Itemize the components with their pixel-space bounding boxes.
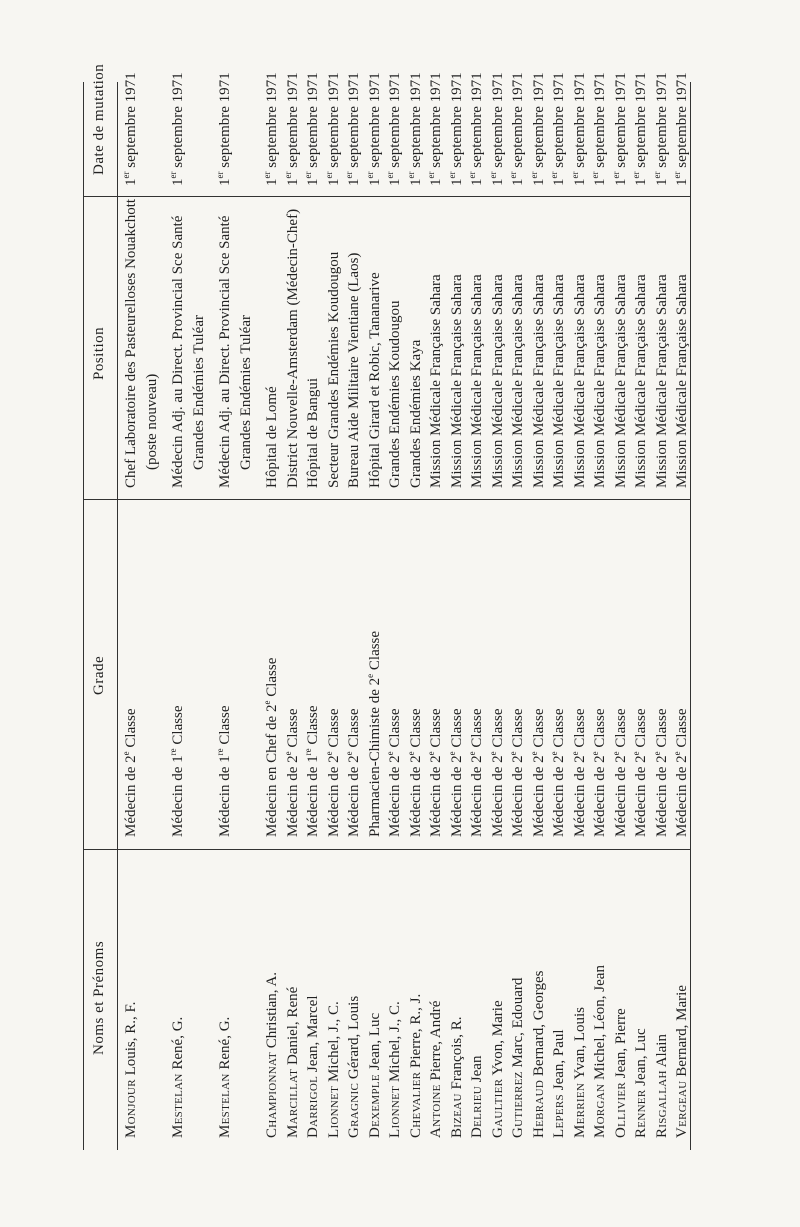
name-cell xyxy=(467,1056,488,1138)
given-names: Jean, Luc xyxy=(366,1012,383,1075)
grade-cell: Médecin de 2e Classe xyxy=(446,708,465,837)
position-line: Hôpital de Lomé xyxy=(264,386,280,488)
given-names: René, G. xyxy=(170,1016,186,1074)
table-row xyxy=(426,72,447,1150)
grade-cell: Médecin de 2e Classe xyxy=(672,708,690,837)
surname: Lionnet xyxy=(387,1085,403,1138)
given-names: Christian, A. xyxy=(264,971,280,1052)
date-cell: 1er septembre 1971 xyxy=(508,72,526,186)
name-cell xyxy=(324,1001,345,1138)
position-cell xyxy=(549,274,570,488)
header-grade: Grade xyxy=(91,655,107,695)
position-line: Mission Médicale Française Sahara xyxy=(592,274,608,488)
grade-cell: Médecin de 2e Classe xyxy=(549,708,567,837)
position-cell xyxy=(631,274,652,488)
surname: Darrigol xyxy=(305,1075,321,1138)
given-names: Daniel, René xyxy=(284,986,301,1069)
position-line: Mission Médicale Française Sahara xyxy=(469,274,485,488)
position-line: Mission Médicale Française Sahara xyxy=(510,274,526,488)
date-cell: 1er septembre 1971 xyxy=(323,72,342,186)
date-cell: 1er septembre 1971 xyxy=(426,72,444,186)
position-line: Mission Médicale Française Sahara xyxy=(489,274,506,488)
table-row xyxy=(610,72,632,1150)
grade-cell: Médecin de 2e Classe xyxy=(385,708,403,837)
position-cell xyxy=(590,274,611,488)
table-row xyxy=(344,72,365,1150)
grade-cell: Médecin de 1re Classe xyxy=(303,705,321,837)
surname: Renner xyxy=(633,1089,649,1138)
name-cell xyxy=(121,1002,142,1138)
grade-cell: Pharmacien-Chimiste de 2e Classe xyxy=(364,630,383,837)
given-names: Jean xyxy=(469,1055,485,1086)
name-cell xyxy=(215,1017,236,1138)
table-row xyxy=(282,72,304,1150)
position-line: Grandes Endémies Tuléar xyxy=(190,315,207,470)
table-row xyxy=(569,72,591,1150)
position-line: Grandes Endémies Kaya xyxy=(407,339,424,488)
surname: Championnat xyxy=(264,1051,280,1138)
grade-cell: Médecin de 2e Classe xyxy=(651,708,670,837)
surname: Gutierrez xyxy=(510,1071,526,1138)
grade-cell: Médecin de 2e Classe xyxy=(405,708,424,837)
date-cell: 1er septembre 1971 xyxy=(282,72,301,186)
surname: Hebraud xyxy=(530,1079,547,1138)
name-cell xyxy=(344,996,365,1138)
position-cell xyxy=(215,216,256,488)
position-line: Chef Laboratoire des Pasteurelloses Nouakchott xyxy=(123,198,139,488)
table-row xyxy=(168,72,215,1150)
date-cell: 1er septembre 1971 xyxy=(405,72,424,186)
table-row xyxy=(631,72,652,1150)
given-names: François, R. xyxy=(448,1016,465,1094)
grade-cell: Médecin de 2e Classe xyxy=(121,708,139,837)
name-cell xyxy=(652,1034,673,1138)
position-line: Mission Médicale Française Sahara xyxy=(551,274,567,488)
position-cell xyxy=(467,274,488,488)
grade-cell: Médecin de 2e Classe xyxy=(282,708,301,837)
position-line: Mission Médicale Française Sahara xyxy=(674,274,690,488)
position-cell xyxy=(324,252,345,488)
surname: Ollivier xyxy=(612,1082,629,1138)
surname: Monjour xyxy=(123,1079,139,1138)
table-row xyxy=(672,72,693,1150)
position-line: Mission Médicale Française Sahara xyxy=(530,274,547,488)
table-row xyxy=(303,72,324,1150)
surname: Lepers xyxy=(551,1094,567,1138)
position-line: Mission Médicale Française Sahara xyxy=(571,274,588,488)
given-names: Gérard, Louis xyxy=(346,995,362,1083)
name-cell xyxy=(631,1028,652,1138)
table-row xyxy=(549,72,570,1150)
grade-cell: Médecin en Chef de 2e Classe xyxy=(262,657,280,837)
grade-cell: Médecin de 2e Classe xyxy=(426,708,444,837)
position-line: Médecin Adj. au Direct. Provincial Sce Santé xyxy=(170,215,186,488)
table-row xyxy=(487,72,509,1150)
grade-cell: Médecin de 2e Classe xyxy=(323,708,342,837)
name-cell xyxy=(406,994,427,1138)
name-cell xyxy=(303,995,324,1138)
date-cell: 1er septembre 1971 xyxy=(215,72,233,186)
given-names: Pierre, R., J. xyxy=(407,993,424,1072)
given-names: Marc, Edouard xyxy=(510,977,526,1072)
date-cell: 1er septembre 1971 xyxy=(168,72,186,186)
grade-cell: Médecin de 2e Classe xyxy=(528,708,547,837)
grade-cell: Médecin de 2e Classe xyxy=(610,708,629,837)
given-names: Bernard, Georges xyxy=(530,970,547,1080)
date-cell: 1er septembre 1971 xyxy=(303,72,321,186)
position-cell xyxy=(611,274,632,488)
given-names: Jean, Luc xyxy=(633,1028,649,1090)
date-cell: 1er septembre 1971 xyxy=(528,72,547,186)
date-cell: 1er septembre 1971 xyxy=(467,72,485,186)
position-cell xyxy=(508,274,529,488)
surname: Mestelan xyxy=(217,1073,233,1138)
date-cell: 1er septembre 1971 xyxy=(631,72,649,186)
name-cell xyxy=(168,1017,189,1138)
table-row xyxy=(446,72,468,1150)
given-names: Pierre, André xyxy=(428,1000,444,1085)
name-cell xyxy=(488,1000,509,1138)
table-row xyxy=(508,72,529,1150)
surname: Risgallah xyxy=(653,1070,670,1138)
position-cell xyxy=(262,386,283,488)
position-cell xyxy=(406,340,427,488)
position-line: Mission Médicale Française Sahara xyxy=(448,274,465,488)
surname: Chevalier xyxy=(407,1071,424,1138)
position-line: Grandes Endémies Koudougou xyxy=(387,300,403,488)
table-row xyxy=(364,72,386,1150)
surname: Lionnet xyxy=(325,1085,342,1138)
given-names: Yvon, Marie xyxy=(489,1000,506,1079)
header-date: Date de mutation xyxy=(91,63,107,175)
date-cell: 1er septembre 1971 xyxy=(262,72,280,186)
position-cell xyxy=(121,199,162,488)
surname: Dexemple xyxy=(366,1074,383,1138)
name-cell xyxy=(611,1008,632,1138)
date-cell: 1er septembre 1971 xyxy=(487,72,506,186)
table-body xyxy=(121,72,693,1150)
name-cell xyxy=(570,1007,591,1138)
header-position: Position xyxy=(91,326,107,380)
name-cell xyxy=(529,971,550,1138)
surname: Bizeau xyxy=(448,1093,465,1138)
surname: Gaultier xyxy=(489,1078,506,1138)
position-cell xyxy=(365,272,386,488)
position-line: Mission Médicale Française Sahara xyxy=(653,274,670,488)
surname: Mestelan xyxy=(170,1073,186,1138)
given-names: Michel, Léon, Jean xyxy=(592,965,608,1084)
position-cell xyxy=(283,209,304,488)
header-rule xyxy=(117,82,118,1150)
position-cell xyxy=(385,301,406,488)
position-cell xyxy=(529,274,550,488)
date-cell: 1er septembre 1971 xyxy=(569,72,588,186)
date-cell: 1er septembre 1971 xyxy=(344,72,362,186)
position-line: Hôpital de Bangui xyxy=(305,378,321,488)
name-cell xyxy=(508,978,529,1138)
name-cell xyxy=(549,1029,570,1138)
position-cell xyxy=(488,274,509,488)
grade-cell: Médecin de 2e Classe xyxy=(631,708,649,837)
table-top-rule xyxy=(83,82,84,1150)
name-cell xyxy=(262,972,283,1138)
given-names: Louis, R., F. xyxy=(123,1001,139,1080)
table-row xyxy=(262,72,283,1150)
grade-cell: Médecin de 2e Classe xyxy=(508,708,526,837)
surname: Morgan xyxy=(592,1083,608,1138)
surname: Gragnic xyxy=(346,1082,362,1138)
name-cell xyxy=(283,987,304,1138)
given-names: Michel, J., C. xyxy=(387,1001,403,1086)
surname: Merrien xyxy=(571,1082,588,1138)
name-cell xyxy=(672,985,693,1138)
name-cell xyxy=(365,1013,386,1138)
table-row xyxy=(215,72,262,1150)
given-names: René, G. xyxy=(217,1016,233,1074)
given-names: Alain xyxy=(653,1034,670,1071)
name-cell xyxy=(426,1001,447,1138)
name-cell xyxy=(447,1017,468,1138)
given-names: Jean, Pierre xyxy=(612,1008,629,1082)
position-line: Mission Médicale Française Sahara xyxy=(633,274,649,488)
mutation-table xyxy=(83,63,691,1150)
table-row xyxy=(528,72,550,1150)
grade-cell: Médecin de 2e Classe xyxy=(467,708,485,837)
name-cell xyxy=(385,1001,406,1138)
grade-cell: Médecin de 1re Classe xyxy=(168,705,186,837)
position-cell xyxy=(168,216,209,488)
surname: Marcillat xyxy=(284,1068,301,1138)
grade-cell: Médecin de 1re Classe xyxy=(215,705,233,837)
surname: Antoine xyxy=(428,1084,444,1138)
table-row xyxy=(385,72,406,1150)
position-line: Grandes Endémies Tuléar xyxy=(237,315,254,470)
name-cell xyxy=(590,965,611,1138)
position-cell xyxy=(303,378,324,488)
table-row xyxy=(467,72,488,1150)
position-line: Médecin Adj. au Direct. Provincial Sce Santé xyxy=(217,215,233,488)
position-cell xyxy=(344,253,365,488)
given-names: Bernard, Marie xyxy=(674,985,690,1081)
table-row xyxy=(323,72,345,1150)
given-names: Jean, Marcel xyxy=(305,995,321,1076)
position-line: Mission Médicale Française Sahara xyxy=(612,274,629,488)
position-cell xyxy=(447,274,468,488)
date-cell: 1er septembre 1971 xyxy=(364,72,383,186)
date-cell: 1er septembre 1971 xyxy=(549,72,567,186)
position-line: Secteur Grandes Endémies Koudougou xyxy=(325,251,342,488)
table-row xyxy=(405,72,427,1150)
grade-cell: Médecin de 2e Classe xyxy=(344,708,362,837)
position-cell xyxy=(426,274,447,488)
position-line: Bureau Aide Militaire Vientiane (Laos) xyxy=(346,252,362,488)
grade-cell: Médecin de 2e Classe xyxy=(569,708,588,837)
table-row xyxy=(651,72,673,1150)
date-cell: 1er septembre 1971 xyxy=(446,72,465,186)
given-names: Jean, Paul xyxy=(551,1029,567,1095)
position-cell xyxy=(672,274,693,488)
grade-cell: Médecin de 2e Classe xyxy=(590,708,608,837)
surname: Delrieu xyxy=(469,1085,485,1138)
table-row xyxy=(121,72,168,1150)
position-cell xyxy=(570,274,591,488)
surname: Vergeau xyxy=(674,1080,690,1138)
header-names: Noms et Prénoms xyxy=(91,940,107,1055)
position-cell xyxy=(652,274,673,488)
given-names: Michel, J., C. xyxy=(325,1001,342,1086)
position-line: Hôpital Girard et Robic, Tananarive xyxy=(366,272,383,488)
date-cell: 1er septembre 1971 xyxy=(672,72,690,186)
date-cell: 1er septembre 1971 xyxy=(121,72,139,186)
position-line: (poste nouveau) xyxy=(143,373,160,470)
date-cell: 1er septembre 1971 xyxy=(590,72,608,186)
date-cell: 1er septembre 1971 xyxy=(651,72,670,186)
date-cell: 1er septembre 1971 xyxy=(385,72,403,186)
position-line: Mission Médicale Française Sahara xyxy=(428,274,444,488)
date-cell: 1er septembre 1971 xyxy=(610,72,629,186)
position-line: District Nouvelle-Amsterdam (Médecin-Chef) xyxy=(284,208,301,488)
table-row xyxy=(590,72,611,1150)
given-names: Yvan, Louis xyxy=(571,1006,588,1083)
grade-cell: Médecin de 2e Classe xyxy=(487,708,506,837)
